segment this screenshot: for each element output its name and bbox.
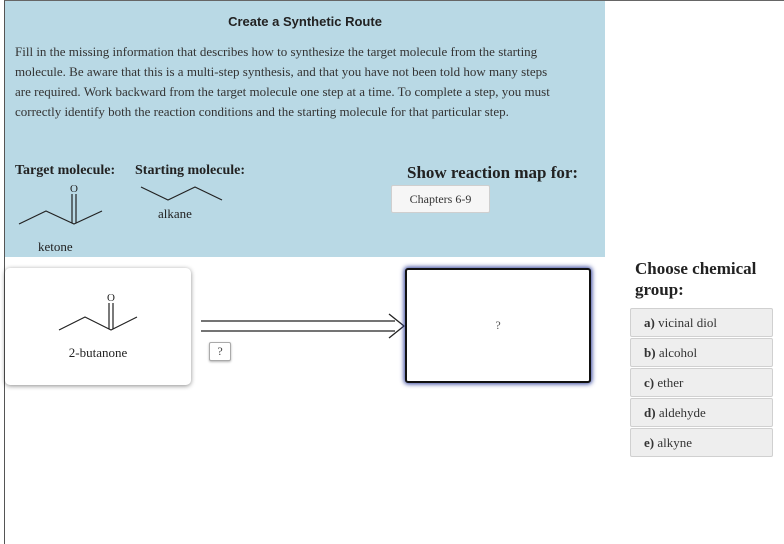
product-carbon-chain: [59, 317, 137, 330]
answer-placeholder: ?: [495, 318, 501, 332]
target-oxygen-label: O: [70, 183, 78, 195]
option-vicinal-diol[interactable]: a) vicinal diol: [630, 308, 773, 337]
option-ether[interactable]: c) ether: [630, 368, 773, 397]
starting-molecule-answer-box[interactable]: [405, 268, 591, 383]
product-molecule-structure: [55, 290, 145, 348]
instructions-panel: [5, 1, 605, 257]
option-aldehyde[interactable]: d) aldehyde: [630, 398, 773, 427]
reaction-conditions-button[interactable]: ?: [209, 342, 231, 361]
product-oxygen-label: O: [107, 292, 115, 304]
product-molecule-name: 2-butanone: [68, 345, 128, 360]
product-molecule-card: [5, 268, 191, 385]
target-molecule-type: ketone: [38, 239, 73, 254]
reaction-map-chapters-button[interactable]: Chapters 6-9: [391, 185, 490, 213]
target-molecule-structure: [13, 181, 108, 239]
starting-carbon-chain: [141, 187, 222, 200]
starting-molecule-label: Starting molecule:: [135, 163, 246, 178]
option-alcohol[interactable]: b) alcohol: [630, 338, 773, 367]
starting-molecule-type: alkane: [158, 206, 192, 221]
choose-group-heading: Choose chemical group:: [635, 259, 757, 299]
reaction-arrow-icon: [199, 313, 409, 339]
page-title: Create a Synthetic Route: [228, 14, 382, 29]
option-alkyne[interactable]: e) alkyne: [630, 428, 773, 457]
reaction-map-label: Show reaction map for:: [407, 163, 579, 182]
starting-molecule-structure: [138, 181, 228, 206]
target-molecule-label: Target molecule:: [15, 163, 116, 178]
instructions-text: Fill in the missing information that describes how to synthesize the target molecule from the starting molecule. Be aware that this is a multi-step synthesis, and that you have not been told how many steps are required. Work backward from the target molecule one step at a time. To complete a step, you must correctly identify both the reaction conditions and the starting molecule for that particular step.: [15, 44, 550, 119]
target-carbon-chain: [19, 211, 102, 224]
